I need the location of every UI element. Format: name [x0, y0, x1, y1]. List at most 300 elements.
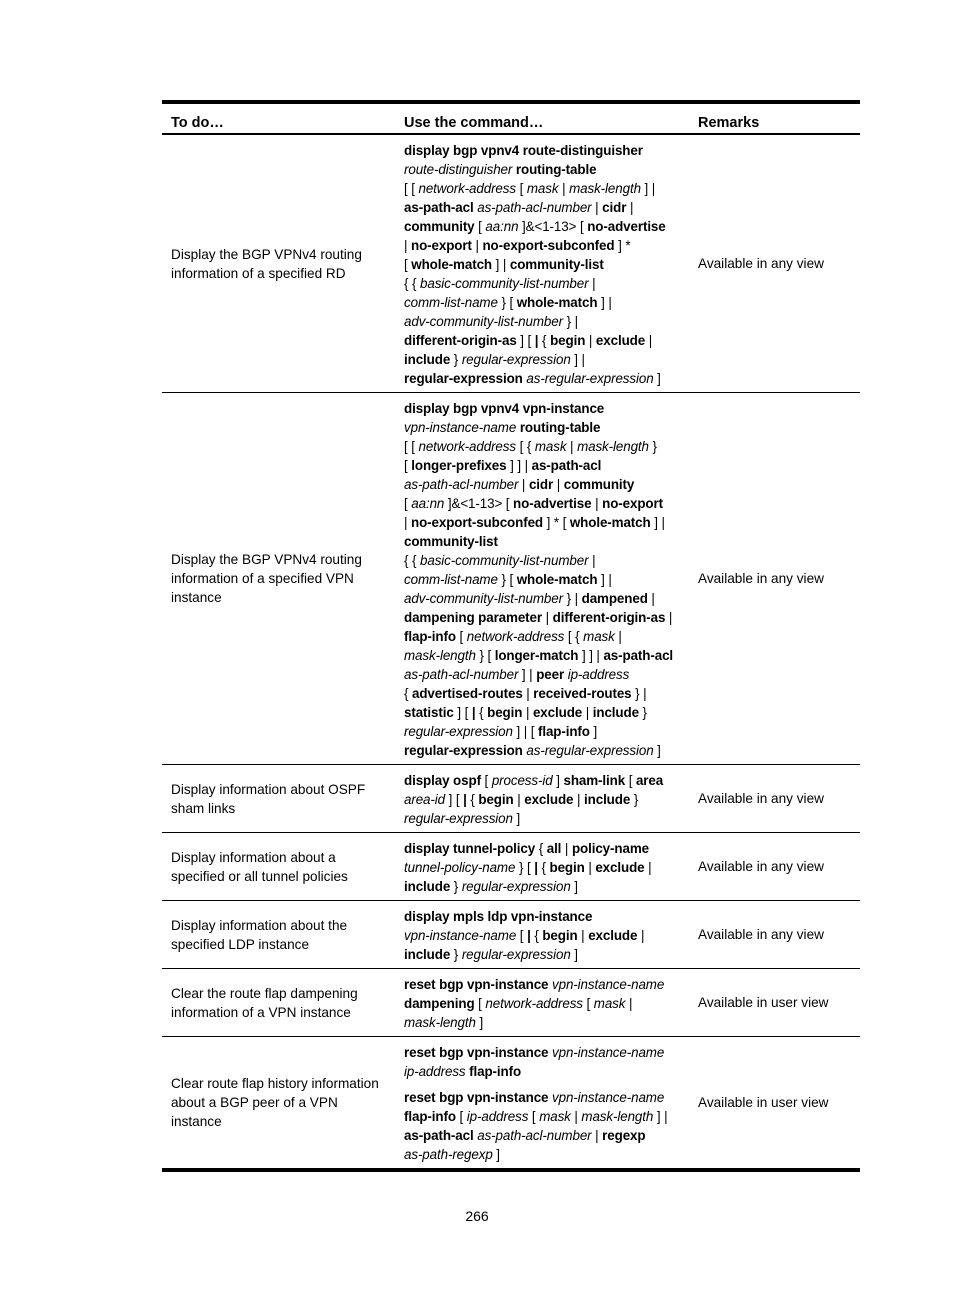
keyword: include: [404, 879, 451, 894]
syntax-text: ] |: [597, 572, 612, 587]
syntax-text: |: [518, 477, 529, 492]
syntax-text: } [: [475, 648, 495, 663]
argument: mask-length: [404, 1015, 476, 1030]
syntax-text: |: [645, 333, 653, 348]
todo-line: sham links: [171, 800, 236, 816]
syntax-text: |: [558, 181, 570, 196]
syntax-text: |: [637, 928, 645, 943]
command-line: [404, 741, 681, 760]
todo-cell: [162, 765, 395, 833]
remark-cell: Available in any view: [698, 256, 824, 271]
keyword: begin: [550, 333, 586, 348]
argument: ip-address: [466, 1109, 529, 1124]
syntax-text: |: [626, 200, 634, 215]
argument: adv-community-list-number: [404, 314, 563, 329]
command-line: [404, 179, 681, 198]
todo-line: information of a specified RD: [171, 265, 346, 281]
command-line: [404, 494, 681, 513]
argument: network-address: [485, 996, 583, 1011]
command-syntax: [404, 907, 681, 964]
keyword: peer: [536, 667, 568, 682]
syntax-text: |: [591, 200, 603, 215]
syntax-text: { {: [404, 276, 420, 291]
syntax-text: [: [516, 928, 528, 943]
keyword: as-path-acl: [404, 200, 478, 215]
syntax-text: }: [630, 792, 639, 807]
keyword: flap-info: [404, 629, 456, 644]
syntax-text: } [: [497, 572, 517, 587]
argument: regular-expression: [461, 947, 571, 962]
syntax-text: [: [455, 1109, 467, 1124]
keyword: different-origin-as: [404, 333, 517, 348]
syntax-text: [ [: [404, 181, 419, 196]
table-row: [162, 134, 860, 393]
keyword: dampening parameter: [404, 610, 542, 625]
syntax-text: {: [538, 333, 551, 348]
keyword: exclude: [588, 928, 638, 943]
command-table: [162, 100, 860, 1172]
keyword: regexp: [602, 1128, 646, 1143]
keyword: display mpls ldp vpn-instance: [404, 909, 593, 924]
command-line: [404, 418, 681, 437]
syntax-text: {: [530, 928, 543, 943]
table-header: [162, 102, 860, 134]
keyword: cidr: [602, 200, 627, 215]
command-line: [404, 1013, 681, 1032]
syntax-text: |: [522, 705, 533, 720]
argument: vpn-instance-name: [552, 977, 665, 992]
syntax-text: ]: [570, 947, 578, 962]
argument: adv-community-list-number: [404, 591, 563, 606]
keyword: no-export: [602, 496, 663, 511]
argument: regular-expression: [404, 724, 513, 739]
syntax-text: ] [: [453, 705, 472, 720]
syntax-text: ] |: [492, 257, 510, 272]
todo-cell: [162, 1037, 395, 1171]
command-line: [404, 293, 681, 312]
keyword: regular-expression: [404, 371, 527, 386]
keyword: exclude: [595, 333, 646, 348]
remark-cell: Available in user view: [698, 1095, 829, 1110]
command-cell: [395, 901, 689, 969]
keyword: |: [527, 928, 531, 943]
syntax-text: |: [591, 1128, 603, 1143]
syntax-text: ]&<1-13> [: [444, 496, 514, 511]
todo-line: specified LDP instance: [171, 936, 310, 952]
syntax-text: |: [582, 705, 593, 720]
keyword: different-origin-as: [552, 610, 666, 625]
todo-line: Clear route flap history information: [171, 1076, 379, 1091]
keyword: as-path-acl: [404, 1128, 478, 1143]
keyword: as-path-acl: [531, 458, 602, 473]
command-line: [404, 255, 681, 274]
todo-cell: [162, 833, 395, 901]
keyword: dampening: [404, 996, 475, 1011]
syntax-text: |: [522, 686, 534, 701]
syntax-text: ]: [492, 1147, 500, 1162]
keyword: routing-table: [519, 420, 601, 435]
header-command: Use the command…: [404, 115, 544, 131]
command-syntax: [404, 771, 681, 828]
command-line: [404, 369, 681, 388]
table-row: [162, 901, 860, 969]
todo-cell: [162, 969, 395, 1037]
syntax-text: |: [573, 792, 585, 807]
syntax-text: }: [450, 879, 462, 894]
keyword: longer-prefixes: [411, 458, 507, 473]
argument: mask: [534, 439, 567, 454]
syntax-text: ] [: [444, 792, 464, 807]
argument: as-path-acl-number: [404, 667, 519, 682]
command-line: [404, 198, 681, 217]
command-cell: [395, 969, 689, 1037]
header-todo: To do…: [171, 115, 224, 131]
command-line: [404, 399, 681, 418]
command-syntax: [404, 839, 681, 896]
todo-line: instance: [171, 590, 222, 605]
argument: mask-length: [569, 181, 641, 196]
syntax-text: |: [577, 928, 589, 943]
command-line: [404, 551, 681, 570]
command-syntax: [404, 1088, 681, 1164]
keyword: begin: [542, 928, 578, 943]
command-line: [404, 312, 681, 331]
syntax-text: |: [644, 860, 652, 875]
syntax-text: |: [553, 477, 564, 492]
command-cell: [395, 1037, 689, 1171]
keyword: reset bgp vpn-instance: [404, 977, 553, 992]
syntax-text: {: [535, 841, 547, 856]
argument: as-regular-expression: [526, 743, 654, 758]
syntax-text: } |: [562, 591, 582, 606]
command-line: [404, 877, 681, 896]
syntax-text: ] |: [597, 295, 612, 310]
command-syntax: [404, 399, 681, 760]
keyword: begin: [549, 860, 585, 875]
keyword: reset bgp vpn-instance: [404, 1045, 553, 1060]
syntax-text: ] |: [653, 1109, 668, 1124]
argument: comm-list-name: [404, 295, 498, 310]
syntax-text: |: [471, 238, 483, 253]
todo-line: information of a VPN instance: [171, 1004, 351, 1020]
argument: mask-length: [581, 1109, 654, 1124]
keyword: community-list: [404, 534, 498, 549]
command-line: [404, 513, 681, 532]
argument: mask-length: [577, 439, 649, 454]
todo-line: Display the BGP VPNv4 routing: [171, 246, 362, 262]
syntax-text: }: [450, 352, 462, 367]
command-line: [404, 994, 681, 1013]
keyword: begin: [487, 705, 523, 720]
syntax-text: |: [585, 333, 596, 348]
keyword: display bgp vpnv4 vpn-instance: [404, 401, 605, 416]
syntax-text: {: [475, 705, 488, 720]
syntax-text: [ {: [564, 629, 584, 644]
command-line: [404, 532, 681, 551]
syntax-text: |: [591, 496, 603, 511]
remark-cell: Available in user view: [698, 995, 829, 1010]
keyword: flap-info: [469, 1064, 522, 1079]
syntax-text: [: [404, 257, 412, 272]
syntax-text: |: [625, 996, 633, 1011]
syntax-text: [: [455, 629, 467, 644]
todo-cell: [162, 393, 395, 765]
syntax-text: }: [648, 439, 657, 454]
command-line: [404, 926, 681, 945]
syntax-text: [: [474, 996, 486, 1011]
command-line: [404, 858, 681, 877]
keyword: exclude: [532, 705, 583, 720]
syntax-text: ] |: [640, 181, 656, 196]
argument: regular-expression: [461, 352, 571, 367]
command-line: [404, 236, 681, 255]
keyword: no-export-subconfed: [411, 515, 543, 530]
syntax-text: [ {: [515, 439, 535, 454]
keyword: begin: [478, 792, 514, 807]
keyword: |: [534, 333, 539, 348]
keyword: whole-match: [411, 257, 492, 272]
command-syntax: [404, 975, 681, 1032]
todo-line: Clear the route flap dampening: [171, 985, 358, 1001]
command-line: [404, 945, 681, 964]
keyword: received-routes: [533, 686, 632, 701]
todo-line: Display information about OSPF: [171, 781, 366, 797]
argument: as-regular-expression: [526, 371, 654, 386]
argument: network-address: [466, 629, 565, 644]
command-line: [404, 1043, 681, 1062]
page-number: 266: [465, 1208, 489, 1224]
syntax-text: |: [561, 841, 572, 856]
syntax-text: ]: [570, 879, 578, 894]
syntax-text: [: [528, 1109, 540, 1124]
command-line: [404, 608, 681, 627]
keyword: flap-info: [404, 1109, 456, 1124]
keyword: no-export-subconfed: [482, 238, 615, 253]
todo-line: specified or all tunnel policies: [171, 868, 348, 884]
todo-cell: [162, 901, 395, 969]
syntax-text: } |: [562, 314, 578, 329]
keyword: reset bgp vpn-instance: [404, 1090, 553, 1105]
remark-cell: Available in any view: [698, 571, 824, 586]
syntax-text: [: [404, 458, 412, 473]
syntax-text: |: [404, 515, 411, 530]
keyword: advertised-routes: [412, 686, 523, 701]
header-remarks: Remarks: [698, 115, 760, 131]
keyword: community-list: [509, 257, 604, 272]
table-body: [162, 134, 860, 1170]
syntax-text: |: [404, 238, 411, 253]
command-line: [404, 646, 681, 665]
command-line: [404, 1126, 681, 1145]
command-line: [404, 975, 681, 994]
syntax-text: |: [570, 1109, 582, 1124]
syntax-text: |: [542, 610, 553, 625]
argument: ip-address: [567, 667, 630, 682]
syntax-text: ] *: [614, 238, 631, 253]
syntax-text: [: [480, 773, 492, 788]
syntax-text: [: [474, 219, 486, 234]
command-line: [404, 350, 681, 369]
argument: mask: [526, 181, 559, 196]
syntax-text: |: [584, 860, 596, 875]
keyword: cidr: [528, 477, 554, 492]
keyword: statistic: [404, 705, 454, 720]
syntax-text: ]: [512, 811, 521, 826]
syntax-text: } [: [497, 295, 517, 310]
keyword: no-advertise: [587, 219, 666, 234]
command-line: [404, 790, 681, 809]
syntax-text: |: [647, 591, 655, 606]
argument: area-id: [404, 792, 445, 807]
table-row: [162, 833, 860, 901]
syntax-text: ] | [: [512, 724, 538, 739]
argument: process-id: [491, 773, 553, 788]
argument: mask: [583, 629, 615, 644]
keyword: include: [404, 947, 451, 962]
argument: basic-community-list-number: [420, 553, 589, 568]
todo-line: about a BGP peer of a VPN: [171, 1095, 338, 1110]
syntax-text: { {: [404, 553, 420, 568]
keyword: whole-match: [569, 515, 651, 530]
syntax-text: {: [537, 860, 550, 875]
keyword: policy-name: [571, 841, 649, 856]
table-row: [162, 765, 860, 833]
syntax-text: |: [614, 629, 622, 644]
command-line: [404, 703, 681, 722]
argument: regular-expression: [461, 879, 571, 894]
command-line: [404, 1088, 681, 1107]
command-line: [404, 839, 681, 858]
keyword: community: [563, 477, 635, 492]
argument: as-path-acl-number: [477, 200, 592, 215]
keyword: include: [592, 705, 639, 720]
command-line: [404, 1107, 681, 1126]
syntax-text: {: [466, 792, 479, 807]
syntax-text: ] |: [518, 667, 537, 682]
keyword: no-advertise: [513, 496, 592, 511]
argument: network-address: [418, 181, 516, 196]
command-line: [404, 907, 681, 926]
command-cell: [395, 765, 689, 833]
argument: mask: [593, 996, 626, 1011]
keyword: as-path-acl: [603, 648, 674, 663]
command-line: [404, 274, 681, 293]
todo-line: Display information about a: [171, 849, 336, 865]
syntax-text: ]: [653, 743, 661, 758]
syntax-text: [: [404, 496, 412, 511]
syntax-text: [: [625, 773, 636, 788]
argument: as-path-acl-number: [477, 1128, 592, 1143]
todo-line: Display information about the: [171, 917, 348, 933]
keyword: |: [463, 792, 467, 807]
syntax-text: |: [588, 553, 596, 568]
argument: ip-address: [404, 1064, 470, 1079]
keyword: |: [471, 705, 476, 720]
syntax-text: }: [450, 947, 462, 962]
command-line: [404, 722, 681, 741]
argument: aa:nn: [411, 496, 445, 511]
keyword: display bgp vpnv4 route-distinguisher: [404, 143, 643, 158]
argument: vpn-instance-name: [552, 1045, 665, 1060]
keyword: exclude: [524, 792, 574, 807]
keyword: sham-link: [563, 773, 626, 788]
command-line: [404, 771, 681, 790]
syntax-text: ]: [589, 724, 598, 739]
command-line: [404, 437, 681, 456]
todo-line: Display the BGP VPNv4 routing: [171, 552, 362, 567]
keyword: whole-match: [516, 572, 598, 587]
syntax-text: ] * [: [543, 515, 570, 530]
command-line: [404, 160, 681, 179]
remark-cell: Available in any view: [698, 791, 824, 806]
command-line: [404, 1062, 681, 1081]
keyword: |: [534, 860, 538, 875]
keyword: regular-expression: [404, 743, 527, 758]
syntax-text: [ [: [404, 439, 419, 454]
argument: regular-expression: [404, 811, 513, 826]
command-line: [404, 141, 681, 160]
syntax-text: ] ] |: [506, 458, 532, 473]
command-line: [404, 217, 681, 236]
argument: mask-length: [404, 648, 476, 663]
keyword: exclude: [595, 860, 645, 875]
argument: vpn-instance-name: [404, 420, 520, 435]
command-line: [404, 809, 681, 828]
syntax-text: } [: [515, 860, 535, 875]
todo-line: information of a specified VPN: [171, 571, 354, 586]
keyword: longer-match: [494, 648, 579, 663]
command-cell: [395, 393, 689, 765]
command-line: [404, 456, 681, 475]
syntax-text: ]&<1-13> [: [518, 219, 588, 234]
argument: vpn-instance-name: [552, 1090, 665, 1105]
syntax-text: {: [404, 686, 412, 701]
argument: vpn-instance-name: [404, 928, 517, 943]
keyword: whole-match: [516, 295, 598, 310]
keyword: community: [404, 219, 475, 234]
keyword: flap-info: [537, 724, 590, 739]
todo-cell: [162, 134, 395, 393]
argument: network-address: [418, 439, 516, 454]
syntax-text: ] ] |: [578, 648, 604, 663]
command-line: [404, 684, 681, 703]
table-row: [162, 969, 860, 1037]
argument: route-distinguisher: [404, 162, 516, 177]
remark-cell: Available in any view: [698, 859, 824, 874]
syntax-text: |: [566, 439, 578, 454]
command-line: [404, 331, 681, 350]
syntax-text: [: [515, 181, 527, 196]
syntax-text: ] [: [516, 333, 535, 348]
syntax-text: |: [665, 610, 673, 625]
syntax-text: }: [638, 705, 647, 720]
command-line: [404, 665, 681, 684]
keyword: all: [546, 841, 562, 856]
syntax-text: [: [582, 996, 594, 1011]
argument: tunnel-policy-name: [404, 860, 516, 875]
keyword: display tunnel-policy: [404, 841, 536, 856]
command-syntax: [404, 141, 681, 388]
command-line: [404, 570, 681, 589]
syntax-text: ]: [653, 371, 661, 386]
argument: as-path-regexp: [404, 1147, 493, 1162]
command-cell: [395, 134, 689, 393]
argument: as-path-acl-number: [404, 477, 519, 492]
keyword: include: [584, 792, 631, 807]
table-row: [162, 1037, 860, 1171]
argument: aa:nn: [485, 219, 519, 234]
command-cell: [395, 833, 689, 901]
